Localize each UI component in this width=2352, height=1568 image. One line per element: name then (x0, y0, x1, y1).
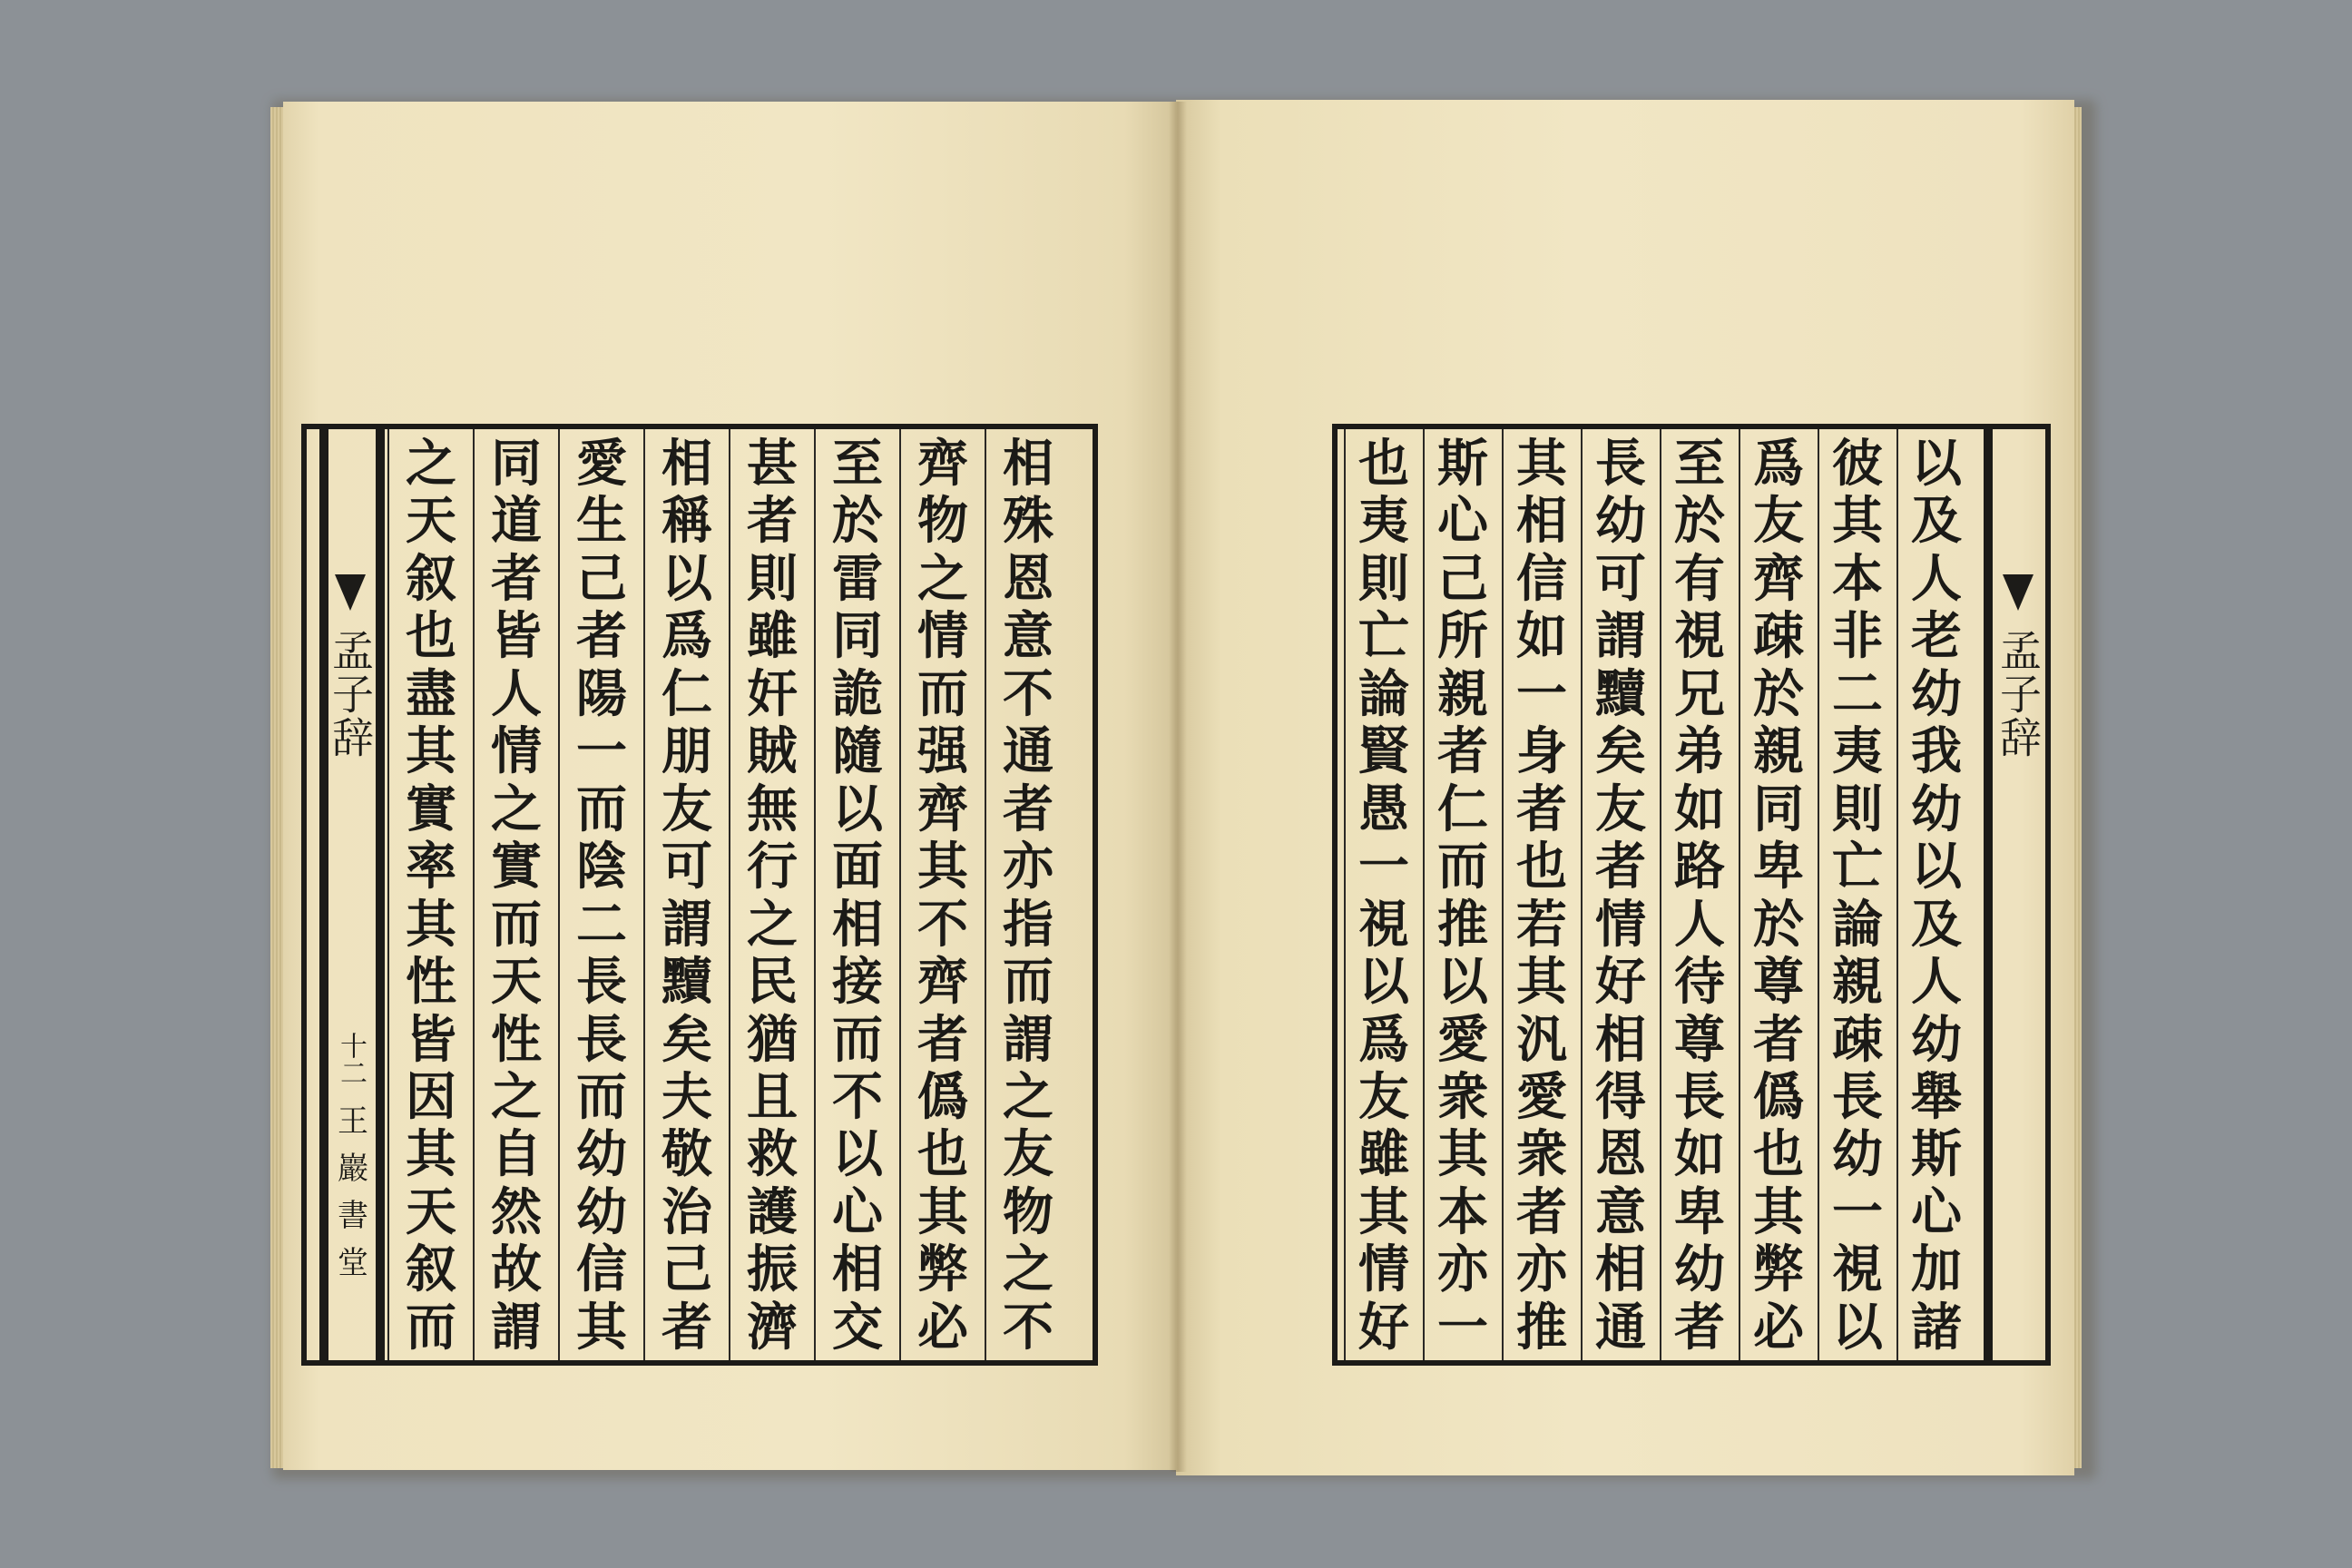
column-rule (387, 429, 389, 1360)
text-column: 爲 友 齊 疎 於 親 同 卑 於 尊 者 僞 也 其 弊 必 (1753, 434, 1804, 1357)
text-column: 彼 其 本 非 二 夷 則 亡 論 親 疎 長 幼 一 視 以 (1832, 434, 1883, 1357)
column-rule (985, 429, 986, 1360)
left-hanxin (325, 429, 376, 1360)
running-title: 孟子辞 (326, 629, 375, 760)
text-column: 斯 心 己 所 親 者 仁 而 推 以 愛 衆 其 本 亦 一 (1437, 434, 1488, 1357)
column-rule (1818, 429, 1819, 1360)
hanxin-rule-inner (376, 429, 385, 1360)
text-column: 至 於 雷 同 詭 隨 以 面 相 接 而 不 以 心 相 交 (832, 434, 883, 1357)
right-hanxin (1993, 429, 2043, 1360)
book-gutter (1169, 102, 1187, 1472)
column-rule (1344, 429, 1346, 1360)
column-rule (1739, 429, 1740, 1360)
fish-tail-mark-icon (2003, 574, 2034, 611)
left-text-frame (301, 424, 1098, 1366)
text-column: 以 及 人 老 幼 我 幼 以 及 人 幼 舉 斯 心 加 諸 (1911, 434, 1962, 1357)
text-column: 齊 物 之 情 而 强 齊 其 不 齊 者 僞 也 其 弊 必 (917, 434, 968, 1357)
column-rule (1423, 429, 1425, 1360)
text-column: 也 夷 則 亡 論 賢 愚 一 視 以 爲 友 雖 其 情 好 (1358, 434, 1409, 1357)
fish-tail-mark-icon (335, 574, 366, 611)
right-text-frame (1332, 424, 2051, 1366)
running-title-right: 孟子辞 (1994, 629, 2043, 760)
page-number: 十二 (335, 1032, 367, 1086)
column-rule (814, 429, 816, 1360)
column-rule (729, 429, 730, 1360)
text-column: 愛 生 己 者 陽 一 而 陰 二 長 長 而 幼 幼 信 其 (576, 434, 627, 1357)
column-rule (558, 429, 560, 1360)
text-column: 同 道 者 皆 人 情 之 實 而 天 性 之 自 然 故 謂 (491, 434, 542, 1357)
text-column: 相 殊 恩 意 不 通 者 亦 指 而 謂 之 友 物 之 不 (1003, 434, 1054, 1357)
text-column: 長 幼 可 謂 黷 矣 友 者 情 好 相 得 恩 意 相 通 (1595, 434, 1646, 1357)
text-column: 至 於 有 視 兄 弟 如 路 人 待 尊 長 如 卑 幼 者 (1674, 434, 1725, 1357)
column-rule (1581, 429, 1583, 1360)
column-rule (473, 429, 475, 1360)
column-rule (1502, 429, 1504, 1360)
column-rule (1896, 429, 1898, 1360)
text-column: 甚 者 則 雖 奸 賊 無 行 之 民 猶 且 救 護 振 濟 (747, 434, 798, 1357)
text-column: 之 天 叙 也 盡 其 實 率 其 性 皆 因 其 天 叙 而 (406, 434, 456, 1357)
column-rule (899, 429, 901, 1360)
text-column: 其 相 信 如 一 身 者 也 若 其 汎 愛 衆 者 亦 推 (1516, 434, 1567, 1357)
publisher-imprint: 王巖書堂 (331, 1104, 368, 1293)
text-column: 相 稱 以 爲 仁 朋 友 可 謂 黷 矣 夫 敬 治 己 者 (662, 434, 712, 1357)
column-rule (643, 429, 645, 1360)
hanxin-rule-inner-right (1984, 429, 1993, 1360)
column-rule (1660, 429, 1661, 1360)
